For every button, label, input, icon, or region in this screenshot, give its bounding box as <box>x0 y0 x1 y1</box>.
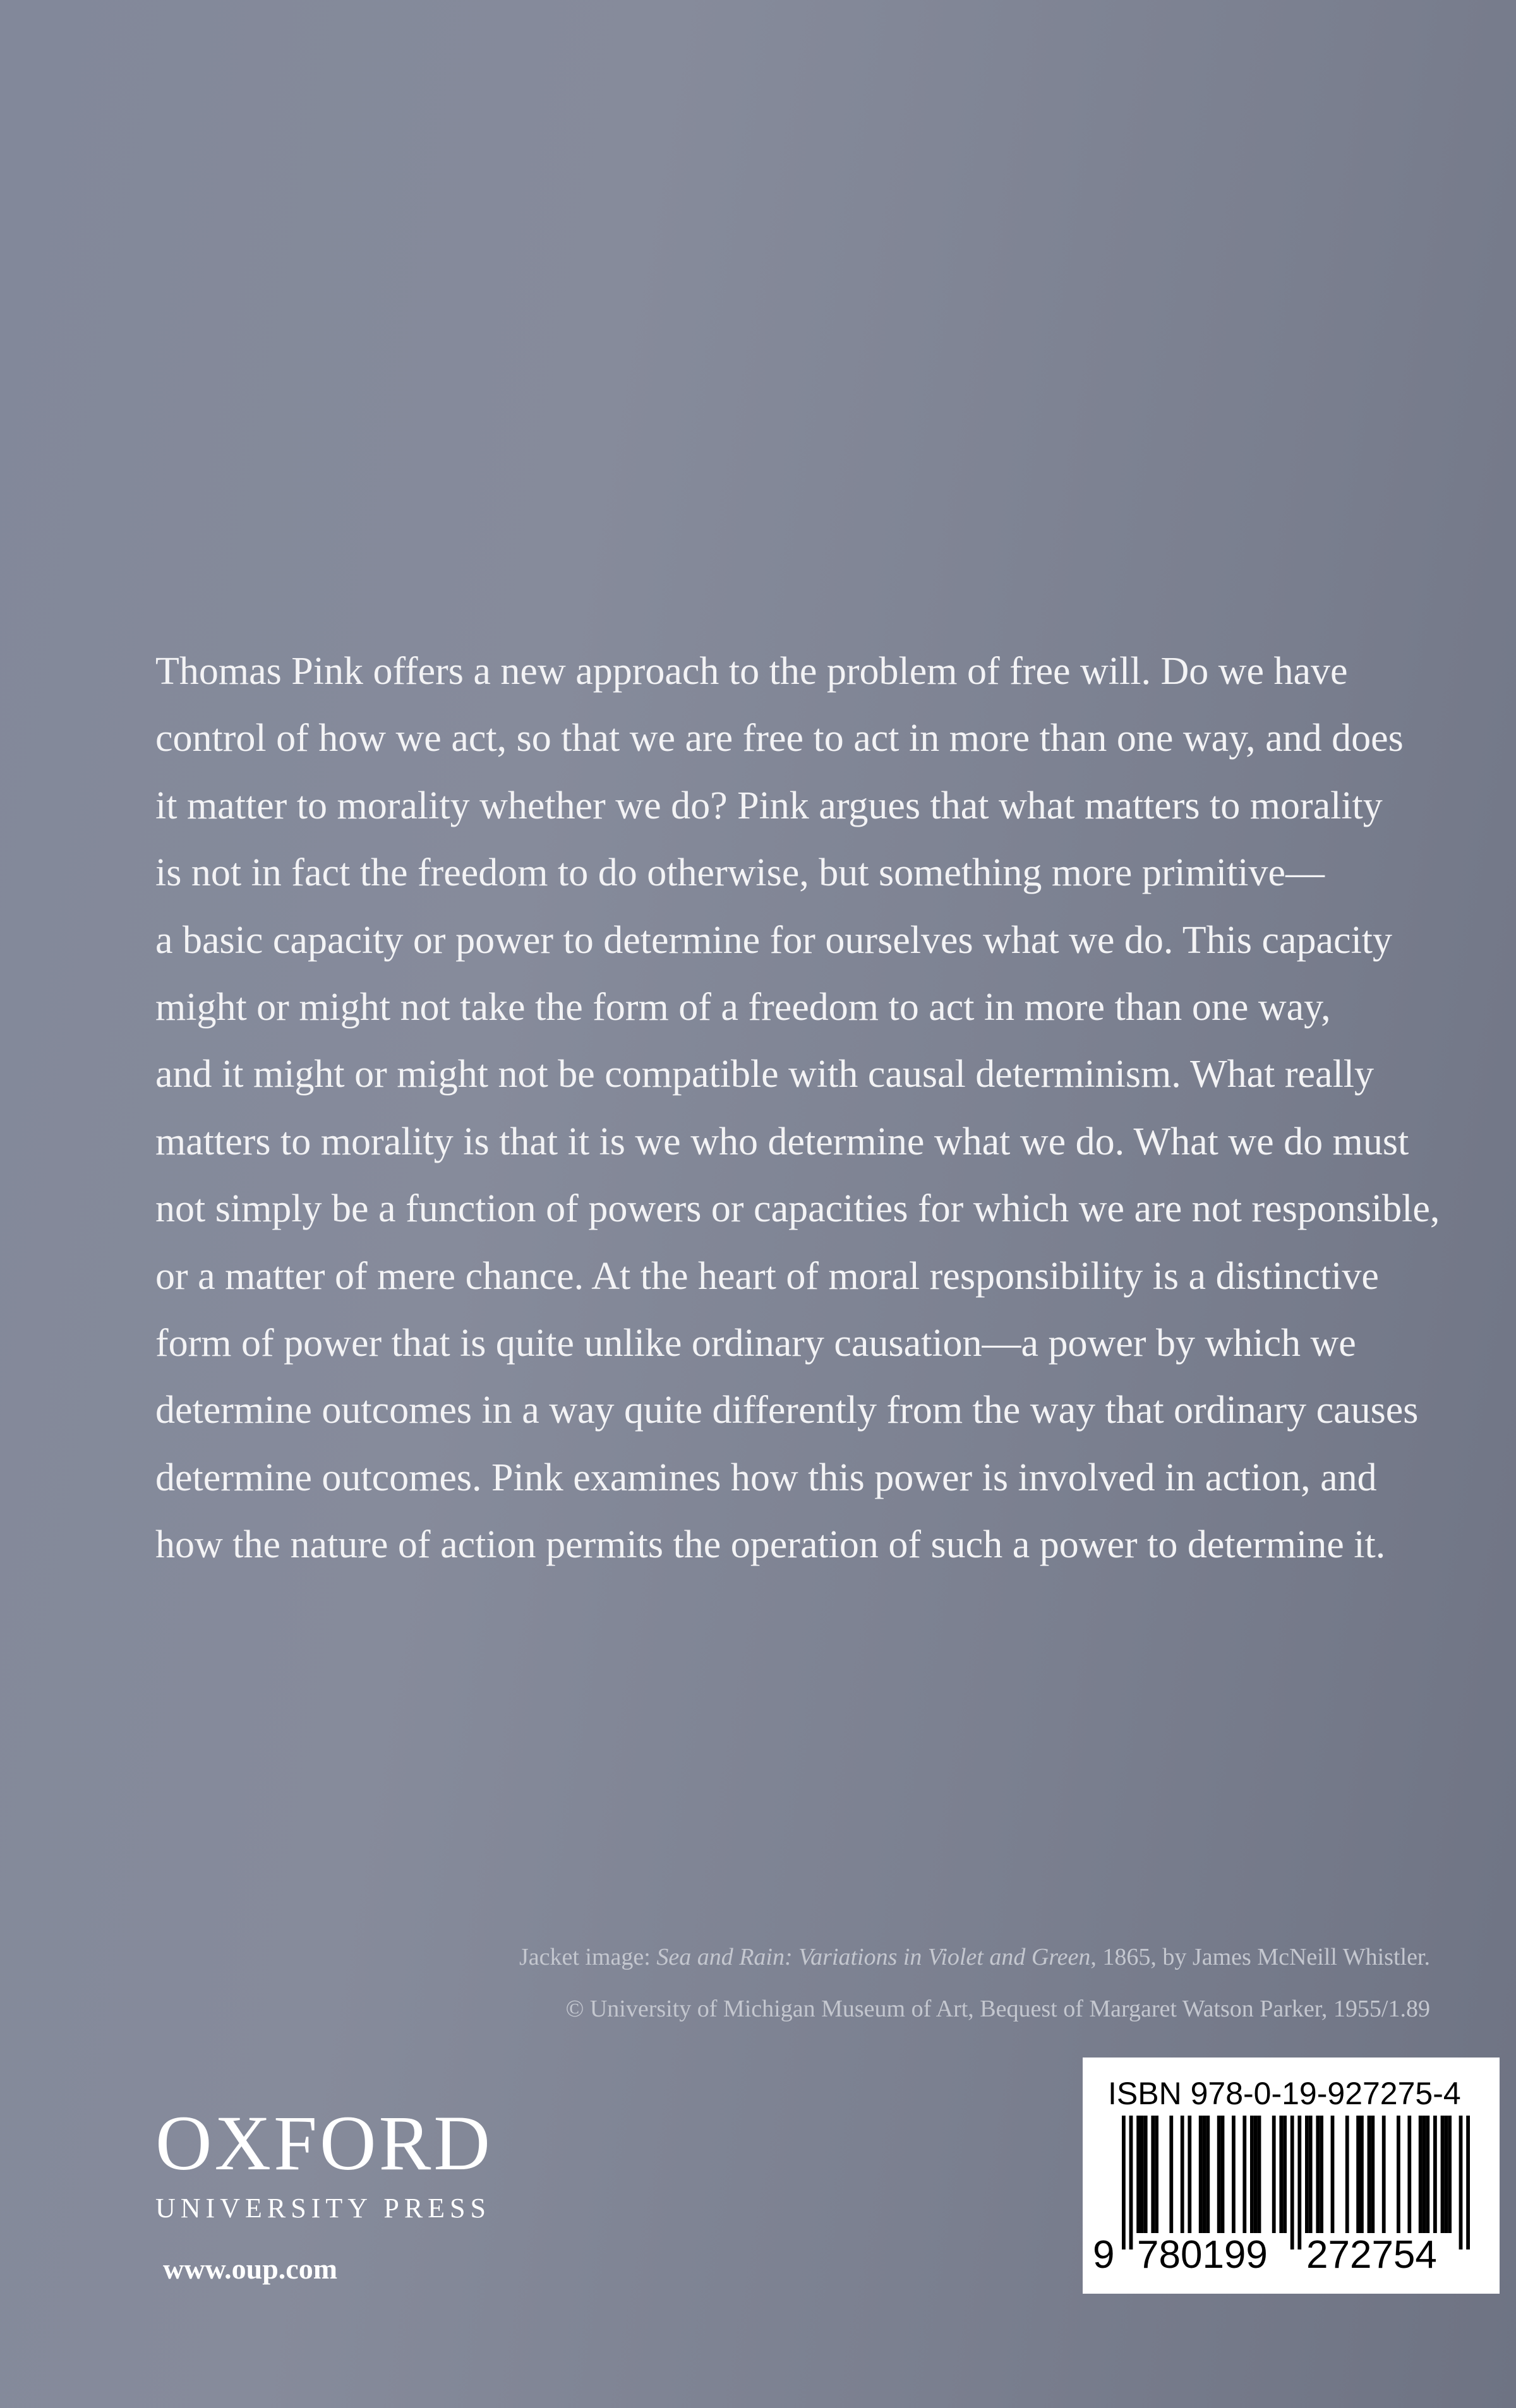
barcode-bar <box>1272 2116 1276 2233</box>
barcode-bar <box>1397 2116 1400 2233</box>
barcode-bar <box>1433 2116 1437 2233</box>
barcode-bar <box>1407 2116 1411 2233</box>
barcode-bar <box>1242 2116 1246 2233</box>
blurb-line-8: matters to morality is that it is we who determine what we do. What we do must <box>155 1120 1409 1163</box>
barcode-bar <box>1371 2116 1375 2233</box>
blurb-line-5: a basic capacity or power to determine for ourselves what we do. This capacity <box>155 918 1393 962</box>
blurb-line-12: determine outcomes in a way quite differently from the way that ordinary causes <box>155 1389 1419 1432</box>
blurb-line-6: might or might not take the form of a freedom to act in more than one way, <box>155 986 1331 1029</box>
barcode-bar <box>1122 2116 1126 2249</box>
blurb <box>155 638 1440 1579</box>
barcode-bar <box>1129 2116 1133 2249</box>
barcode-bar <box>1206 2116 1210 2233</box>
barcode-bar <box>1441 2116 1445 2233</box>
publisher-subtitle: UNIVERSITY PRESS <box>155 2193 491 2224</box>
publisher-url[interactable]: www.oup.com <box>163 2253 338 2285</box>
barcode-bar <box>1368 2116 1371 2233</box>
barcode-bar <box>1250 2116 1254 2233</box>
barcode-bar <box>1448 2116 1452 2233</box>
barcode-bar <box>1279 2116 1283 2233</box>
blurb-line-14: how the nature of action permits the operation of such a power to determine it. <box>155 1523 1386 1567</box>
barcode-bar <box>1181 2116 1184 2233</box>
barcode-bar <box>1283 2116 1287 2233</box>
blurb-line-2: control of how we act, so that we are free to act in more than one way, and does <box>155 717 1404 760</box>
blurb-line-9: not simply be a function of powers or capacities for which we are not responsible, <box>155 1187 1440 1231</box>
barcode-digits-right: 272754 <box>1306 2233 1437 2277</box>
barcode-bar <box>1382 2116 1386 2233</box>
barcode-bar <box>1169 2116 1173 2233</box>
blurb-line-13: determine outcomes. Pink examines how this power is involved in action, and <box>155 1456 1377 1499</box>
barcode-bar <box>1320 2116 1323 2233</box>
barcode-bar <box>1297 2116 1301 2249</box>
blurb-line-1: Thomas Pink offers a new approach to the problem of free will. Do we have <box>155 650 1348 693</box>
barcode-bar <box>1331 2116 1335 2233</box>
barcode-bar <box>1217 2116 1221 2233</box>
barcode-bar <box>1254 2116 1258 2233</box>
barcode-bar <box>1258 2116 1261 2233</box>
barcode-bar <box>1419 2116 1423 2233</box>
barcode-bar <box>1426 2116 1429 2233</box>
artwork-title: Sea and Rain: Variations in Violet and Green <box>656 1944 1091 1970</box>
barcode-bar <box>1188 2116 1191 2233</box>
barcode-bar <box>1155 2116 1158 2233</box>
barcode-bar <box>1360 2116 1364 2233</box>
barcode-bar <box>1309 2116 1313 2233</box>
barcode-bar <box>1136 2116 1140 2233</box>
barcode-bar <box>1444 2116 1448 2233</box>
barcode-bar <box>1316 2116 1320 2233</box>
barcode-digits-left: 780199 <box>1137 2233 1268 2277</box>
isbn-text: ISBN 978-0-19-927275-4 <box>1108 2076 1461 2111</box>
barcode-bar <box>1290 2116 1294 2249</box>
jacket-credit-line-2: © University of Michigan Museum of Art, Bequest of Margaret Watson Parker, 1955/1.89 <box>565 1996 1430 2022</box>
barcode-digit-first: 9 <box>1093 2233 1115 2277</box>
barcode-bar <box>1423 2116 1426 2233</box>
barcode-bar <box>1345 2116 1349 2233</box>
barcode-bar <box>1199 2116 1203 2233</box>
jacket-credit-line-1 <box>519 1931 1430 1983</box>
barcode-bar <box>1356 2116 1360 2233</box>
blurb-line-7: and it might or might not be compatible with causal determinism. What really <box>155 1053 1375 1096</box>
barcode-bar <box>1144 2116 1148 2233</box>
barcode-bar <box>1459 2116 1463 2249</box>
publisher-name: OXFORD <box>155 2100 493 2186</box>
barcode-bar <box>1140 2116 1144 2233</box>
barcode-bar <box>1232 2116 1236 2233</box>
blurb-line-4: is not in fact the freedom to do otherwise, but something more primitive— <box>155 851 1325 895</box>
oxford-logo <box>155 2100 493 2224</box>
credit-suffix: , 1865, by James McNeill Whistler. <box>1090 1944 1430 1970</box>
blurb-line-3: it matter to morality whether we do? Pink argues that what matters to morality <box>155 784 1383 827</box>
barcode-bar <box>1466 2116 1470 2249</box>
barcode-label <box>1083 2058 1500 2294</box>
barcode-bar <box>1305 2116 1309 2233</box>
blurb-line-11: form of power that is quite unlike ordinary causation—a power by which we <box>155 1322 1356 1365</box>
blurb-line-10: or a matter of mere chance. At the heart of moral responsibility is a distinctive <box>155 1254 1379 1298</box>
barcode-bar <box>1151 2116 1155 2233</box>
credit-prefix: Jacket image: <box>519 1944 657 1970</box>
barcode-bar <box>1221 2116 1225 2233</box>
barcode-bar <box>1203 2116 1206 2233</box>
jacket-credits <box>519 1931 1430 2035</box>
